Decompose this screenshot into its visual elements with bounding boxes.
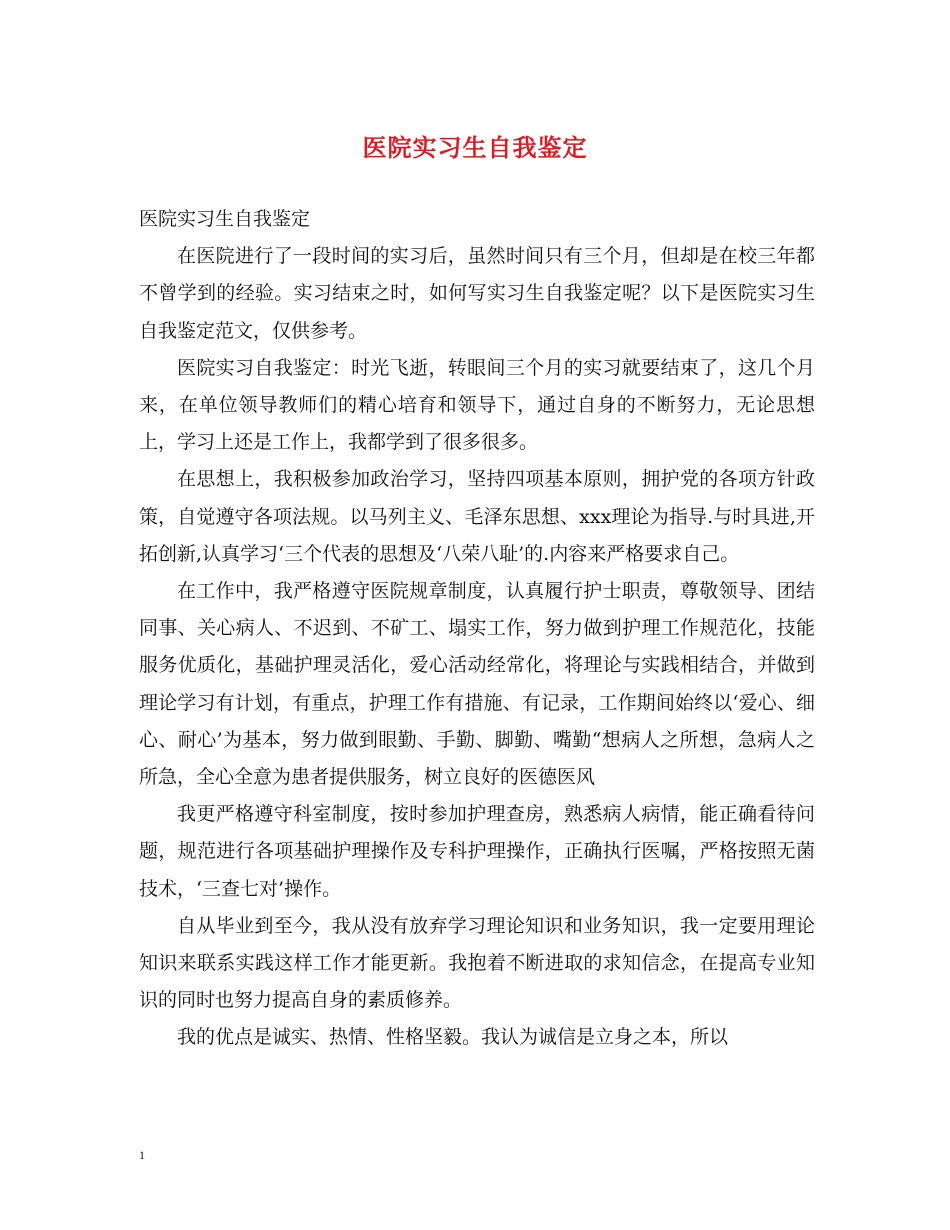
paragraph-intro: 在医院进行了一段时间的实习后，虽然时间只有三个月，但却是在校三年都不曾学到的经验。实习结束之时，如何写实习生自我鉴定呢？以下是医院实习生自我鉴定范文，仅供参考。 bbox=[139, 245, 815, 342]
paragraph-work: 在工作中，我严格遵守医院规章制度，认真履行护士职责，尊敬领导、团结同事、关心病人、不迟到、不矿工、塌实工作，努力做到护理工作规范化，技能服务优质化，基础护理灵活化，爱心活动经常化，将理论与实践相结合，并做到理论学习有计划，有重点，护理工作有措施、有记录，工作期间始终以‘爱心、细心、耐心’为基本，努力做到眼勤、手勤、脚勤、嘴勤“想病人之所想，急病人之所急，全心全意为患者提供服务，树立良好的医德医风 bbox=[139, 580, 815, 789]
document-body bbox=[139, 201, 815, 1057]
paragraph-ideology: 在思想上，我积极参加政治学习，坚持四项基本原则，拥护党的各项方针政策，自觉遵守各项法规。以马列主义、毛泽东思想、xxx理论为指导.与时具进,开拓创新,认真学习‘三个代表的思想及‘八荣八耻’的.内容来严格要求自己。 bbox=[139, 468, 815, 565]
document-heading: 医院实习生自我鉴定 bbox=[139, 208, 311, 230]
paragraph-study: 自从毕业到至今，我从没有放弃学习理论知识和业务知识，我一定要用理论知识来联系实践这样工作才能更新。我抱着不断进取的求知信念，在提高专业知识的同时也努力提高自身的素质修养。 bbox=[139, 914, 815, 1012]
paragraph-strengths: 我的优点是诚实、热情、性格坚毅。我认为诚信是立身之本，所以 bbox=[177, 1026, 729, 1049]
paragraph-department-rules: 我更严格遵守科室制度，按时参加护理查房，熟悉病人病情，能正确看待问题，规范进行各项基础护理操作及专科护理操作，正确执行医嘱，严格按照无菌技术，‘三查七对’操作。 bbox=[139, 803, 815, 900]
paragraph-overview: 医院实习自我鉴定：时光飞逝，转眼间三个月的实习就要结束了，这几个月来，在单位领导教师们的精心培育和领导下，通过自身的不断努力，无论思想上，学习上还是工作上，我都学到了很多很多。 bbox=[139, 356, 815, 454]
document-title: 医院实习生自我鉴定 bbox=[362, 133, 588, 162]
page-number: 1 bbox=[139, 1148, 145, 1162]
